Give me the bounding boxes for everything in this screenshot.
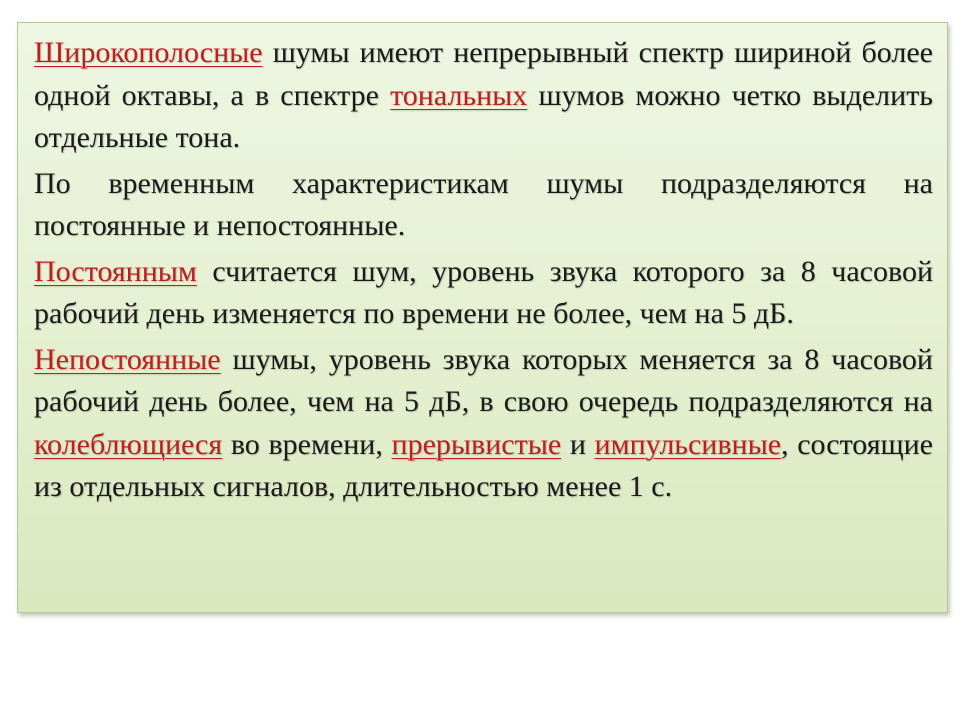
term-tonal: тональных: [390, 78, 528, 112]
paragraph-text: шумов можно четко выделить отдельные тона.: [34, 78, 933, 154]
paragraph-non-constant-noise: [34, 339, 933, 509]
paragraph-text: и: [561, 427, 595, 461]
term-fluctuating: колеблющиеся: [34, 427, 223, 461]
paragraph-text: во времени,: [222, 427, 392, 461]
paragraph-text: считается шум, уровень звука которого за 8 часовой рабочий день изменяется по времени не более, чем на 5 дБ.: [34, 254, 933, 330]
paragraph-time-characteristics: [34, 163, 933, 248]
slide-text-box: [17, 22, 948, 613]
term-broadband: Широкополосные: [34, 36, 263, 69]
paragraph-text: , состоящие из отдельных сигналов, длительностью менее 1 с.: [34, 427, 933, 503]
term-impulsive: импульсивные: [594, 427, 782, 461]
paragraph-text: шумы, уровень звука которых меняется за 8 часовой рабочий день более, чем на 5 дБ, в свою очередь подразделяются на: [34, 342, 933, 418]
term-non-constant: Непостоянные: [34, 342, 221, 376]
term-intermittent: прерывистые: [391, 427, 562, 461]
term-constant: Постоянным: [34, 254, 197, 288]
paragraph-constant-noise: [34, 251, 933, 336]
paragraph-text: По временным характеристикам шумы подразделяются на постоянные и непостоянные.: [34, 166, 933, 242]
paragraph-broadband-noise: [34, 32, 933, 160]
paragraph-text: шумы имеют непрерывный спектр шириной более одной октавы, а в спектре: [34, 36, 933, 112]
